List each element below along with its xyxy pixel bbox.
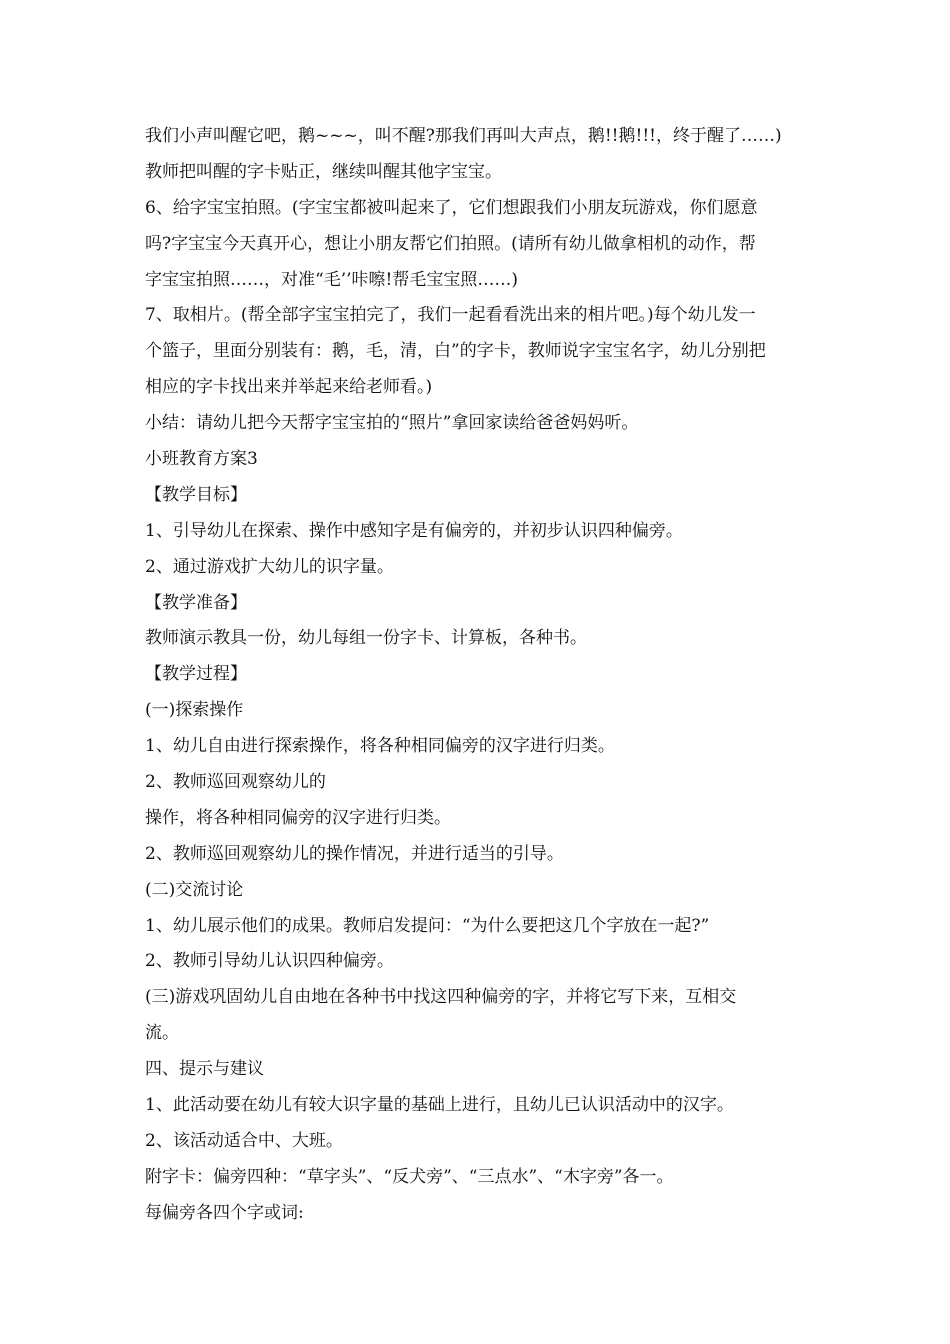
text-line: 1、引导幼儿在探索、操作中感知字是有偏旁的，并初步认识四种偏旁。 — [145, 520, 683, 541]
text-line: 2、通过游戏扩大幼儿的识字量。 — [145, 556, 394, 577]
summary-line: 小结：请幼儿把今天帮字宝宝拍的“照片”拿回家读给爸爸妈妈听。 — [145, 413, 639, 434]
text-line: 6、给字宝宝拍照。(字宝宝都被叫起来了，它们想跟我们小朋友玩游戏，你们愿意 — [145, 197, 758, 218]
text-line: 个篮子，里面分别装有：鹅，毛，清，白”的字卡，教师说字宝宝名字，幼儿分别把 — [145, 341, 766, 362]
text-line: 2、教师巡回观察幼儿的 — [145, 772, 326, 793]
text-line: 教师演示教具一份，幼儿每组一份字卡、计算板，各种书。 — [145, 628, 587, 649]
text-line: 操作，将各种相同偏旁的汉字进行归类。 — [145, 807, 451, 828]
subsection-heading: (一)探索操作 — [145, 700, 244, 721]
text-line: 吗?字宝宝今天真开心，想让小朋友帮它们拍照。(请所有幼儿做拿相机的动作，帮 — [145, 233, 756, 254]
text-line: 字宝宝拍照……，对准“毛’’咔嚓!帮毛宝宝照……) — [145, 269, 518, 290]
text-line: 相应的字卡找出来并举起来给老师看。) — [145, 377, 433, 398]
text-line: 教师把叫醒的字卡贴正，继续叫醒其他字宝宝。 — [145, 161, 502, 182]
section-heading-preparation: 【教学准备】 — [145, 592, 247, 613]
text-line: (三)游戏巩固幼儿自由地在各种书中找这四种偏旁的字，并将它写下来，互相交 — [145, 987, 737, 1008]
section-title: 小班教育方案3 — [145, 449, 258, 470]
text-line: 我们小声叫醒它吧，鹅~~~，叫不醒?那我们再叫大声点，鹅!!鹅!!!，终于醒了……) — [145, 126, 782, 146]
text-line: 2、教师引导幼儿认识四种偏旁。 — [145, 951, 394, 972]
section-heading-process: 【教学过程】 — [145, 664, 247, 685]
subsection-heading: (二)交流讨论 — [145, 879, 244, 900]
section-heading-tips: 四、提示与建议 — [145, 1059, 264, 1080]
text-line: 2、该活动适合中、大班。 — [145, 1130, 343, 1151]
text-line: 附字卡：偏旁四种：“草字头”、“反犬旁”、“三点水”、“木字旁”各一。 — [145, 1166, 674, 1187]
text-line: 1、此活动要在幼儿有较大识字量的基础上进行，且幼儿已认识活动中的汉字。 — [145, 1095, 734, 1116]
section-heading-goals: 【教学目标】 — [145, 484, 247, 505]
document-body — [145, 119, 815, 1232]
text-line: 1、幼儿自由进行探索操作，将各种相同偏旁的汉字进行归类。 — [145, 736, 615, 757]
text-line: 每偏旁各四个字或词: — [145, 1202, 304, 1223]
text-line: 流。 — [145, 1023, 179, 1044]
text-line: 1、幼儿展示他们的成果。教师启发提问：“为什么要把这几个字放在一起?” — [145, 915, 710, 936]
text-line: 2、教师巡回观察幼儿的操作情况，并进行适当的引导。 — [145, 843, 564, 864]
text-line: 7、取相片。(帮全部字宝宝拍完了，我们一起看看洗出来的相片吧。)每个幼儿发一 — [145, 305, 756, 326]
